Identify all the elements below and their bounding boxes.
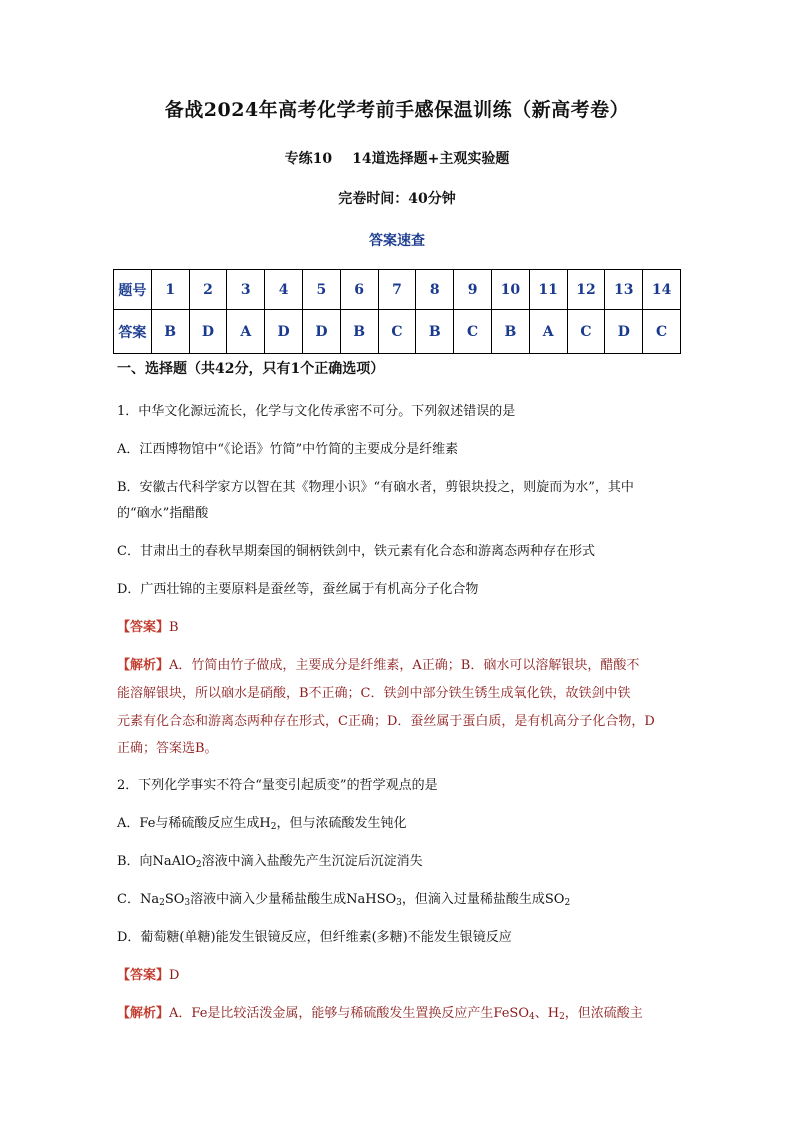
answer-cell: A (227, 310, 265, 354)
answer-cell: C (643, 310, 681, 354)
q2-b-text: B．向NaAlO (117, 854, 196, 869)
q2-option-b (117, 850, 423, 870)
row-label-answer: 答案 (114, 310, 152, 354)
exam-time: 完卷时间：40分钟 (338, 191, 456, 207)
q1-expl-text1: A．竹简由竹子做成，主要成分是纤维素，A正确；B．硇水可以溶解银块，醋酸不 (169, 658, 640, 673)
answer-cell: B (491, 310, 529, 354)
answer-cell: C (378, 310, 416, 354)
number-cell: 5 (302, 270, 340, 310)
q1-option-d: D．广西壮锦的主要原料是蚕丝等，蚕丝属于有机高分子化合物 (117, 582, 479, 597)
answer-cell: A (529, 310, 567, 354)
number-cell: 2 (189, 270, 227, 310)
q2-a-sub: 2 (270, 822, 277, 832)
q2-c-sub3: 3 (396, 898, 402, 908)
number-cell: 3 (227, 270, 265, 310)
q2-c-sub4: 2 (564, 898, 571, 908)
answer-tag: 【答案】 (117, 968, 170, 983)
answer-cell: D (265, 310, 303, 354)
q2-explanation-line1 (117, 1002, 643, 1022)
number-cell: 14 (643, 270, 681, 310)
q2-c-text3: 溶液中滴入少量稀盐酸生成NaHSO (190, 892, 397, 907)
q2-stem: 2．下列化学事实不符合“量变引起质变”的哲学观点的是 (117, 778, 438, 793)
q1-answer-value: B (169, 620, 179, 635)
q2-c-text2: SO (164, 892, 185, 907)
number-cell: 13 (605, 270, 643, 310)
answer-cell: B (340, 310, 378, 354)
number-cell: 8 (416, 270, 454, 310)
number-cell: 6 (340, 270, 378, 310)
answer-cell: C (567, 310, 605, 354)
answer-cell: D (189, 310, 227, 354)
q2-answer-value: D (169, 968, 180, 983)
subtitle-code: 专练10 (284, 151, 333, 167)
answer-cell: B (151, 310, 189, 354)
q2-c-text1: C．Na (117, 892, 160, 907)
q2-c-sub1: 2 (159, 898, 165, 908)
page-subtitle (0, 148, 794, 168)
q2-expl-text1: A．Fe是比较活泼金属，能够与稀硫酸发生置换反应产生FeSO (169, 1006, 529, 1021)
answer-table (113, 269, 681, 354)
answer-tag: 【答案】 (117, 620, 170, 635)
q2-c-text4: ，但滴入过量稀盐酸生成SO (401, 892, 565, 907)
q2-a-text: A．Fe与稀硫酸反应生成H (117, 816, 271, 831)
q2-expl-text2: 、H (534, 1006, 560, 1021)
q2-expl-sub1: 4 (528, 1012, 535, 1022)
q2-expl-text3: ，但浓硫酸主 (564, 1006, 643, 1021)
q1-explanation-line3: 元素有化合态和游离态两种存在形式，C正确；D．蚕丝属于蛋白质，是有机高分子化合物，D (117, 714, 655, 729)
number-cell: 12 (567, 270, 605, 310)
q1-option-c: C．甘肃出土的春秋早期秦国的铜柄铁剑中，铁元素有化合态和游离态两种存在形式 (117, 544, 595, 559)
number-cell: 10 (491, 270, 529, 310)
q2-b-text2: 溶液中滴入盐酸先产生沉淀后沉淀消失 (201, 854, 423, 869)
answer-cell: D (302, 310, 340, 354)
number-cell: 11 (529, 270, 567, 310)
explanation-tag: 【解析】 (117, 658, 170, 673)
q2-answer (117, 964, 179, 983)
q2-option-d: D．葡萄糖(单糖)能发生银镜反应，但纤维素(多糖)不能发生银镜反应 (117, 930, 512, 945)
q2-option-c (117, 888, 570, 908)
number-cell: 4 (265, 270, 303, 310)
q2-option-a (117, 812, 406, 832)
q1-answer (117, 616, 179, 635)
q1-option-a: A．江西博物馆中“《论语》竹简”中竹简的主要成分是纤维素 (117, 442, 459, 457)
number-cell: 7 (378, 270, 416, 310)
section-title: 一、选择题（共42分，只有1个正确选项） (117, 361, 385, 377)
number-cell: 9 (454, 270, 492, 310)
number-cell: 1 (151, 270, 189, 310)
explanation-tag: 【解析】 (117, 1006, 170, 1021)
answer-cell: C (454, 310, 492, 354)
answer-heading: 答案速查 (369, 233, 425, 249)
q1-explanation-line2: 能溶解银块，所以硇水是硝酸，B不正确；C．铁剑中部分铁生锈生成氧化铁，故铁剑中铁 (117, 686, 631, 701)
q1-option-b-line2: 的“硇水”指醋酸 (117, 506, 209, 521)
q1-stem: 1．中华文化源远流长，化学与文化传承密不可分。下列叙述错误的是 (117, 404, 516, 419)
q1-explanation-line4: 正确；答案选B。 (117, 741, 218, 756)
row-label-number: 题号 (114, 270, 152, 310)
q2-a-text2: ，但与浓硫酸发生钝化 (276, 816, 407, 831)
answer-cell: B (416, 310, 454, 354)
q1-explanation-line1 (117, 654, 639, 673)
q1-option-b-line1: B．安徽古代科学家方以智在其《物理小识》“有硇水者，剪银块投之，则旋而为水”，其中 (117, 480, 634, 495)
answer-table-answer-row (114, 310, 681, 354)
answer-table-number-row (114, 270, 681, 310)
answer-cell: D (605, 310, 643, 354)
q2-c-sub2: 3 (184, 898, 191, 908)
q2-b-sub: 2 (195, 860, 202, 870)
q2-expl-sub2: 2 (559, 1012, 565, 1022)
subtitle-desc: 14道选择题+主观实验题 (352, 151, 510, 167)
page-title: 备战2024年高考化学考前手感保温训练（新高考卷） (164, 99, 630, 121)
